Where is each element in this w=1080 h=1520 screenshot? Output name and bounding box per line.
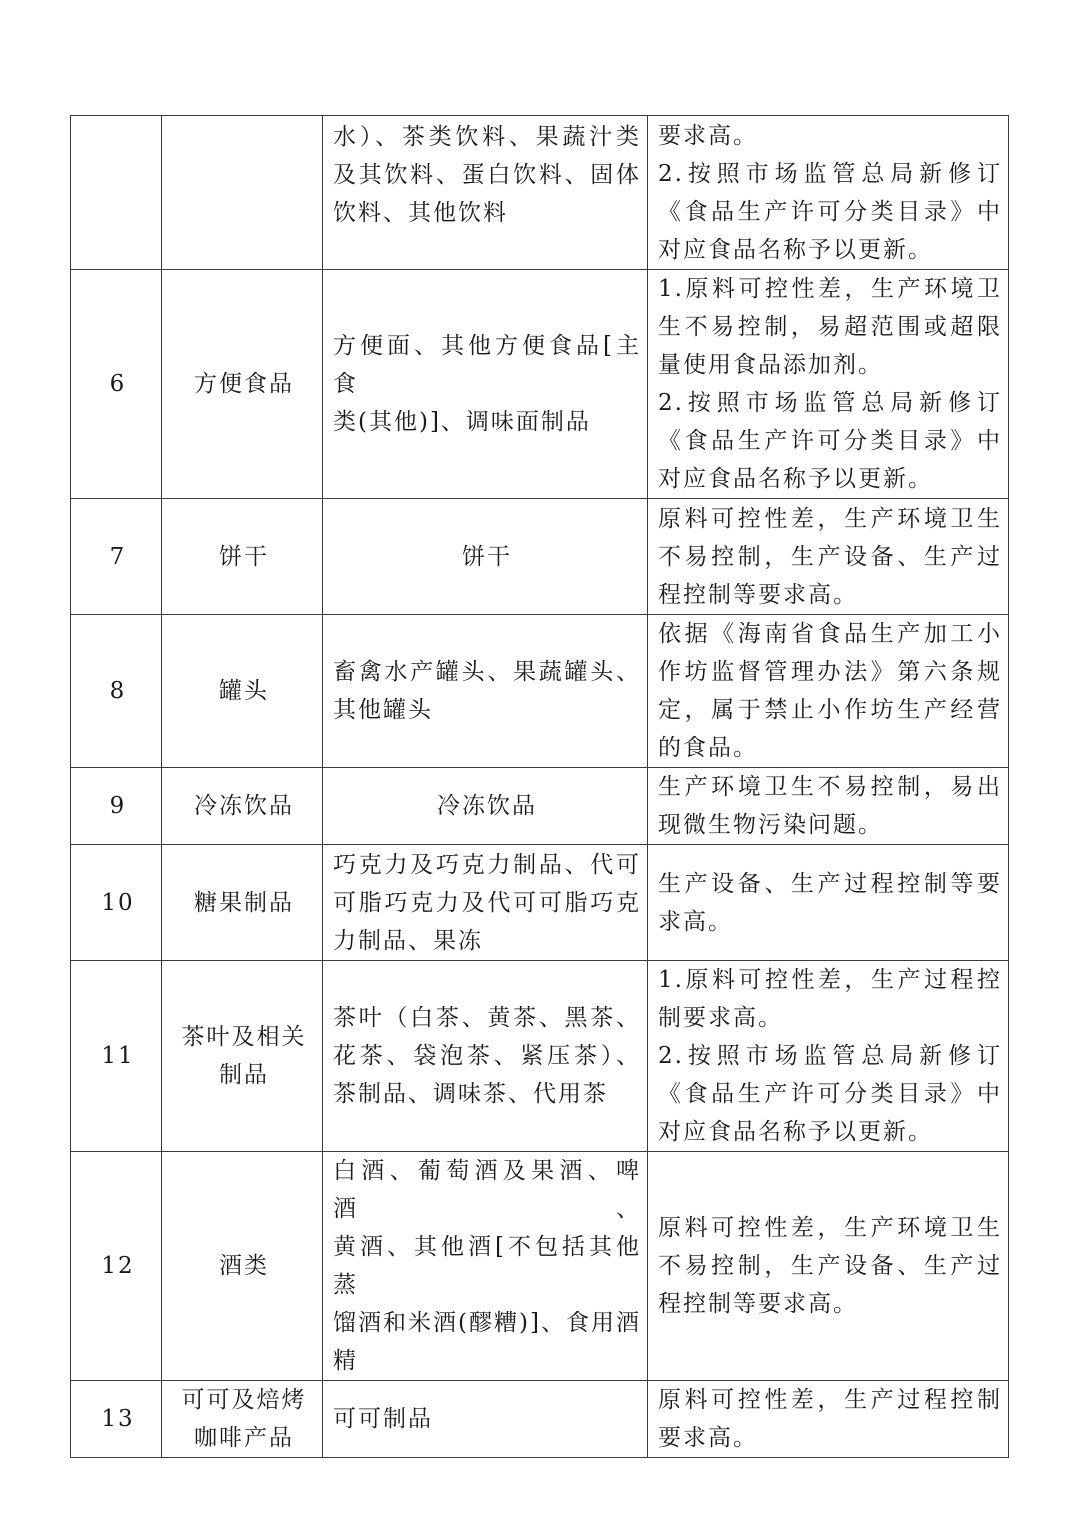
- row-number: 11: [71, 961, 162, 1152]
- text-line: 制品: [219, 1062, 269, 1088]
- reason: [648, 270, 1009, 499]
- text-line: 不易控制，生产设备、生产过: [658, 543, 1002, 570]
- text-line: 可脂巧克力及代可可脂巧克: [333, 889, 641, 916]
- text-line: 依据《海南省食品生产加工小: [658, 621, 1002, 647]
- reason: [648, 768, 1009, 845]
- prohibited-food-table: [70, 115, 1009, 1458]
- text-line: 茶叶及相关: [181, 1024, 307, 1050]
- text-line: 不易控制，生产设备、生产过: [658, 1253, 1002, 1279]
- text-line: 水）、茶类饮料、果蔬汁类: [333, 124, 641, 150]
- food-items: 可可制品: [323, 1381, 648, 1458]
- table-row: [71, 116, 1009, 270]
- table-row: [71, 499, 1009, 615]
- text-line: 《食品生产许可分类目录》中: [658, 198, 1002, 225]
- text-line: 茶制品、调味茶、代用茶: [333, 1081, 608, 1107]
- text-line: 茶叶（白茶、黄茶、黑茶、: [333, 1005, 641, 1031]
- text-line: 制要求高。: [658, 1005, 783, 1031]
- text-line: 1.原料可控性差，生产环境卫: [658, 276, 1002, 302]
- table-row: [71, 1152, 1009, 1381]
- text-line: 对应食品名称予以更新。: [658, 236, 933, 263]
- text-line: 定，属于禁止小作坊生产经营: [658, 697, 1002, 723]
- food-category: 酒类: [162, 1152, 323, 1381]
- food-category: 冷冻饮品: [162, 768, 323, 845]
- text-line: 量使用食品添加剂。: [658, 352, 883, 378]
- food-category: [162, 116, 323, 270]
- text-line: 黄酒、其他酒[不包括其他蒸: [333, 1234, 641, 1298]
- row-number: 10: [71, 845, 162, 961]
- table-row: [71, 270, 1009, 499]
- food-category: 方便食品: [162, 270, 323, 499]
- text-line: 饮料、其他饮料: [333, 200, 508, 226]
- reason: [648, 961, 1009, 1152]
- text-line: 《食品生产许可分类目录》中: [658, 428, 1002, 454]
- text-line: 1.原料可控性差，生产过程控: [658, 967, 1002, 993]
- text-line: 原料可控性差，生产环境卫生: [658, 505, 1002, 532]
- text-line: 白酒、葡萄酒及果酒、啤酒、: [333, 1158, 641, 1222]
- reason: [648, 1152, 1009, 1381]
- food-category: 饼干: [162, 499, 323, 615]
- text-line: 2.按照市场监管总局新修订: [658, 160, 1002, 187]
- table-row: [71, 845, 1009, 961]
- text-line: 要求高。: [658, 122, 758, 149]
- food-items: 冷冻饮品: [323, 768, 648, 845]
- reason: [648, 116, 1009, 270]
- text-line: 生产设备、生产过程控制等要: [658, 870, 1002, 897]
- table-row: [71, 768, 1009, 845]
- reason: [648, 845, 1009, 961]
- text-line: 现微生物污染问题。: [658, 812, 883, 838]
- text-line: 方便面、其他方便食品[主食: [333, 333, 641, 397]
- row-number: 8: [71, 615, 162, 768]
- text-line: 可可及焙烤: [181, 1387, 307, 1413]
- food-items: [323, 961, 648, 1152]
- reason: [648, 615, 1009, 768]
- food-items: 饼干: [323, 499, 648, 615]
- row-number: 7: [71, 499, 162, 615]
- food-items: [323, 845, 648, 961]
- text-line: 对应食品名称予以更新。: [658, 466, 933, 492]
- text-line: 精: [333, 1348, 358, 1374]
- text-line: 《食品生产许可分类目录》中: [658, 1081, 1002, 1107]
- food-items: [323, 116, 648, 270]
- table-row: [71, 1381, 1009, 1458]
- food-category: [162, 1381, 323, 1458]
- text-line: 生不易控制，易超范围或超限: [658, 314, 1002, 340]
- food-category: 罐头: [162, 615, 323, 768]
- text-line: 对应食品名称予以更新。: [658, 1119, 933, 1145]
- text-line: 的食品。: [658, 735, 758, 761]
- text-line: 2.按照市场监管总局新修订: [658, 390, 1002, 416]
- food-category: [162, 961, 323, 1152]
- text-line: 馏酒和米酒(醪糟)]、食用酒: [333, 1310, 641, 1336]
- food-items: [323, 270, 648, 499]
- table-row: [71, 615, 1009, 768]
- row-number: 13: [71, 1381, 162, 1458]
- text-line: 原料可控性差，生产环境卫生: [658, 1215, 1002, 1241]
- row-number: 12: [71, 1152, 162, 1381]
- food-category: 糖果制品: [162, 845, 323, 961]
- table-row: [71, 961, 1009, 1152]
- text-line: 花茶、袋泡茶、紧压茶）、: [333, 1043, 641, 1069]
- row-number: 9: [71, 768, 162, 845]
- row-number: [71, 116, 162, 270]
- food-items: [323, 1152, 648, 1381]
- text-line: 咖啡产品: [194, 1425, 294, 1451]
- text-line: 力制品、果冻: [333, 927, 483, 954]
- text-line: 原料可控性差，生产过程控制: [658, 1387, 1002, 1413]
- text-line: 生产环境卫生不易控制，易出: [658, 774, 1002, 800]
- text-line: 2.按照市场监管总局新修订: [658, 1043, 1002, 1069]
- text-line: 类(其他)]、调味面制品: [333, 409, 591, 435]
- reason: [648, 499, 1009, 615]
- text-line: 程控制等要求高。: [658, 581, 858, 608]
- text-line: 巧克力及巧克力制品、代可: [333, 851, 641, 878]
- text-line: 程控制等要求高。: [658, 1291, 858, 1317]
- text-line: 畜禽水产罐头、果蔬罐头、: [333, 659, 641, 685]
- reason: [648, 1381, 1009, 1458]
- text-line: 及其饮料、蛋白饮料、固体: [333, 162, 641, 188]
- text-line: 作坊监督管理办法》第六条规: [658, 659, 1002, 685]
- food-items: [323, 615, 648, 768]
- text-line: 其他罐头: [333, 697, 433, 723]
- text-line: 求高。: [658, 908, 733, 935]
- text-line: 要求高。: [658, 1425, 758, 1451]
- row-number: 6: [71, 270, 162, 499]
